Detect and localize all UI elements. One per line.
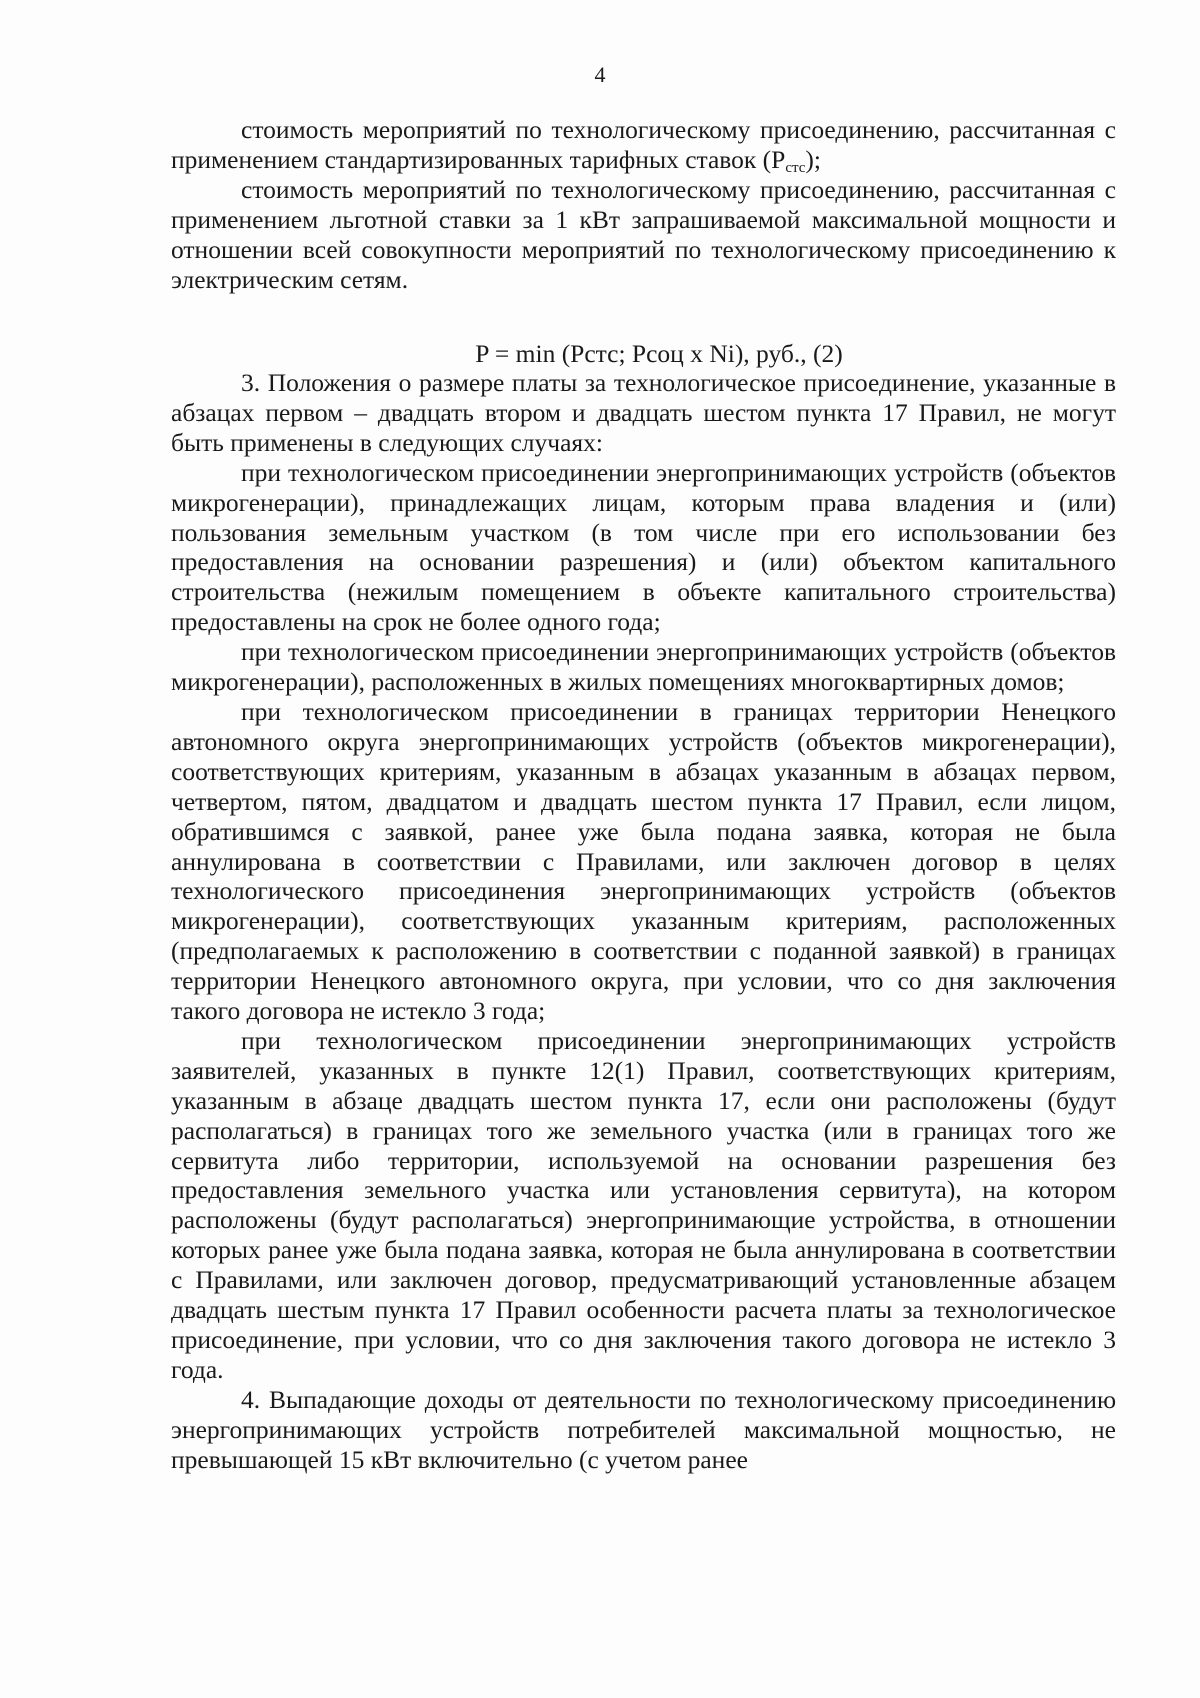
paragraph-text-end: );: [805, 144, 821, 174]
paragraph-case-3: при технологическом присоединении в границах территории Ненецкого автономного округа энергопринимающих устройств (объектов микрогенерации), соответствующих критериям, указанным в абзацах указанным в абзацах первом, четвертом, пятом, двадцатом и двадцать шестом пункта 17 Правил, если лицом, обратившимся с заявкой, ранее уже была подана заявка, которая не была аннулирована в соответствии с Правилами, или заключен договор в целях технологического присоединения энергопринимающих устройств (объектов микрогенерации), соответствующих указанным критериям, расположенных (предполагаемых к расположению в соответствии с поданной заявкой) в границах территории Ненецкого автономного округа, при условии, что со дня заключения такого договора не истекло 3 года;: [171, 696, 1116, 1026]
paragraph-case-4: при технологическом присоединении энергопринимающих устройств заявителей, указанных в пункте 12(1) Правил, соответствующих критериям, указанным в абзаце двадцать шестом пункта 17, если они расположены (будут располагаться) в границах того же земельного участка (или в границах того же сервитута либо территории, используемой на основании разрешения без предоставления земельного участка или установления сервитута), на котором расположены (будут располагаться) энергопринимающие устройства, в отношении которых ранее уже была подана заявка, которая не была аннулирована в соответствии с Правилами, или заключен договор, предусматривающий установленные абзацем двадцать шестым пункта 17 Правил особенности расчета платы за технологическое присоединение, при условии, что со дня заключения такого договора не истекло 3 года.: [171, 1025, 1116, 1384]
text-block-main: [171, 368, 1116, 1475]
paragraph-case-1: при технологическом присоединении энергопринимающих устройств (объектов микрогенерации), принадлежащих лицам, которым права владения и (или) пользования земельным участком (в том числе при его использовании без предоставления на основании разрешения) и (или) объектом капитального строительства (нежилым помещением в объекте капитального строительства) предоставлены на срок не более одного года;: [171, 457, 1116, 637]
paragraph-standard-rates: [171, 115, 1116, 175]
paragraph-text: стоимость мероприятий по технологическому присоединению, рассчитанная с применением стандартизированных тарифных ставок (P: [171, 115, 1116, 174]
text-block-top: [171, 115, 1116, 294]
subscript-stc: стс: [785, 159, 806, 176]
page-number: 4: [594, 62, 606, 87]
formula-2: P = min (Pстс; Pсоц x Ni), руб., (2): [475, 339, 843, 368]
paragraph-item-4: 4. Выпадающие доходы от деятельности по технологическому присоединению энергопринимающих устройств потребителей максимальной мощностью, не превышающей 15 кВт включительно (с учетом ранее: [171, 1384, 1116, 1474]
paragraph-case-2: при технологическом присоединении энергопринимающих устройств (объектов микрогенерации), расположенных в жилых помещениях многоквартирных домов;: [171, 637, 1116, 697]
paragraph-preferential-rate: стоимость мероприятий по технологическому присоединению, рассчитанная с применением льготной ставки за 1 кВт запрашиваемой максимальной мощности и отношении всей совокупности мероприятий по технологическому присоединению к электрическим сетям.: [171, 174, 1116, 294]
paragraph-item-3: 3. Положения о размере платы за технологическое присоединение, указанные в абзацах первом – двадцать втором и двадцать шестом пункта 17 Правил, не могут быть применены в следующих случаях:: [171, 368, 1116, 457]
